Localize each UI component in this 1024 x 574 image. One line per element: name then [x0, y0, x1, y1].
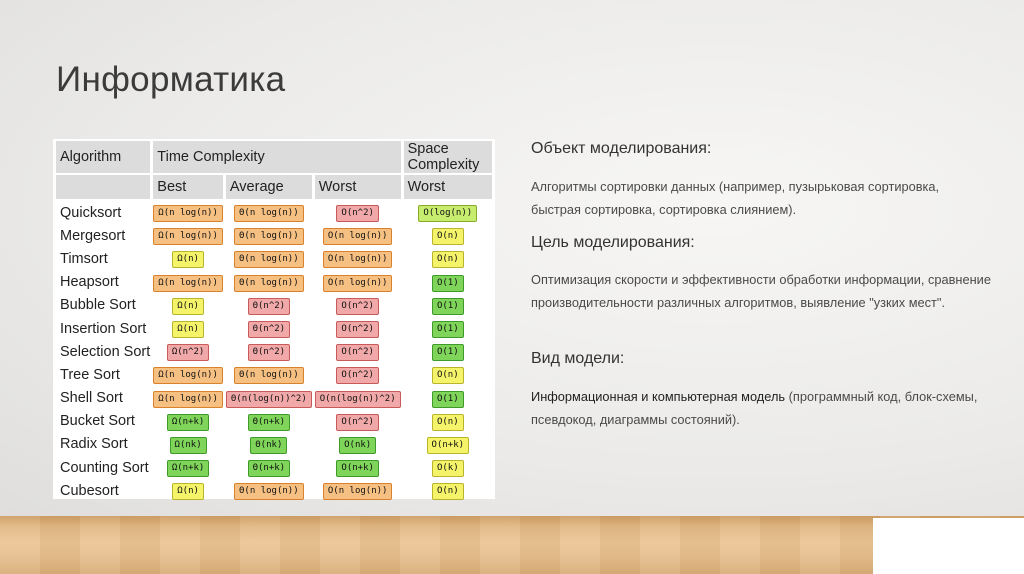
table-row	[56, 410, 492, 433]
heading-object: Объект моделирования:	[531, 140, 712, 157]
table-row	[56, 433, 492, 456]
table-row	[56, 387, 492, 410]
complexity-cell	[404, 271, 492, 294]
complexity-cell	[153, 410, 223, 433]
complexity-badge: Ω(n log(n))	[153, 391, 223, 408]
complexity-cell	[153, 201, 223, 224]
complexity-badge: Ω(n)	[172, 251, 204, 268]
complexity-badge: Ω(n)	[172, 298, 204, 315]
complexity-badge: O(n^2)	[336, 321, 379, 338]
model-type-strong: Информационная и компьютерная модель	[531, 389, 786, 404]
complexity-cell	[404, 340, 492, 363]
complexity-badge: O(n)	[432, 228, 464, 245]
algorithm-name: Bucket Sort	[60, 413, 135, 430]
complexity-badge: Ω(n+k)	[167, 460, 210, 477]
complexity-cell	[315, 201, 401, 224]
complexity-cell	[226, 479, 312, 502]
table-row	[56, 317, 492, 340]
complexity-badge: O(1)	[432, 298, 464, 315]
algorithm-name: Shell Sort	[60, 390, 123, 407]
complexity-table-image	[53, 139, 495, 499]
complexity-cell	[153, 433, 223, 456]
model-type-rest: (программный код, блок-схемы, псевдокод, диаграммы состояний).	[531, 389, 978, 427]
complexity-cell	[404, 363, 492, 386]
algorithm-name: Mergesort	[60, 227, 126, 244]
complexity-badge: O(n^2)	[336, 205, 379, 222]
complexity-badge: O(n)	[432, 483, 464, 500]
complexity-cell	[315, 271, 401, 294]
algorithm-name: Counting Sort	[60, 459, 149, 476]
table-row	[56, 271, 492, 294]
complexity-badge: Ω(n log(n))	[153, 367, 223, 384]
complexity-badge: Θ(n log(n))	[234, 275, 304, 292]
complexity-cell	[153, 363, 223, 386]
table-row	[56, 479, 492, 502]
complexity-badge: Ω(n log(n))	[153, 205, 223, 222]
complexity-cell	[315, 340, 401, 363]
white-corner-box	[873, 518, 1024, 574]
complexity-cell	[315, 363, 401, 386]
complexity-badge: O(1)	[432, 391, 464, 408]
header-best: Best	[153, 175, 223, 201]
complexity-badge: Ω(n^2)	[167, 344, 210, 361]
algorithm-name: Heapsort	[60, 274, 119, 291]
complexity-badge: Θ(n^2)	[248, 344, 291, 361]
complexity-badge: O(n)	[432, 414, 464, 431]
complexity-badge: O(1)	[432, 344, 464, 361]
header-space-worst: Worst	[404, 175, 492, 201]
header-worst: Worst	[315, 175, 401, 201]
complexity-badge: O(n log(n))	[323, 483, 393, 500]
algorithm-name: Cubesort	[60, 482, 119, 499]
complexity-cell	[226, 247, 312, 270]
header-average: Average	[226, 175, 312, 201]
complexity-badge: Θ(n+k)	[248, 460, 291, 477]
algorithm-name: Quicksort	[60, 204, 122, 221]
slide-title: Информатика	[56, 60, 286, 99]
wood-floor-strip	[0, 516, 1024, 574]
complexity-cell	[226, 271, 312, 294]
table-row	[56, 340, 492, 363]
complexity-cell	[153, 271, 223, 294]
header-time-complexity: Time Complexity	[153, 141, 400, 175]
complexity-cell	[153, 317, 223, 340]
complexity-badge: Θ(n^2)	[248, 298, 291, 315]
complexity-cell	[315, 317, 401, 340]
complexity-cell	[226, 456, 312, 479]
complexity-cell	[153, 456, 223, 479]
paragraph-model-type	[531, 385, 991, 431]
complexity-badge: O(1)	[432, 321, 464, 338]
complexity-badge: O(n log(n))	[323, 228, 393, 245]
complexity-badge: Θ(n+k)	[248, 414, 291, 431]
complexity-badge: O(1)	[432, 275, 464, 292]
complexity-badge: O(n log(n))	[323, 275, 393, 292]
algorithm-name: Bubble Sort	[60, 297, 136, 314]
complexity-cell	[404, 433, 492, 456]
complexity-cell	[315, 387, 401, 410]
complexity-badge: O(n log(n))	[323, 251, 393, 268]
header-space-complexity: Space Complexity	[404, 141, 492, 175]
complexity-badge: Θ(n log(n))	[234, 251, 304, 268]
complexity-badge: O(nk)	[339, 437, 376, 454]
complexity-badge: Θ(nk)	[250, 437, 287, 454]
complexity-cell	[315, 456, 401, 479]
algorithm-name: Timsort	[60, 250, 108, 267]
complexity-cell	[153, 479, 223, 502]
complexity-badge: Θ(n log(n))	[234, 228, 304, 245]
complexity-cell	[404, 456, 492, 479]
complexity-badge: Ω(n log(n))	[153, 275, 223, 292]
complexity-cell	[226, 294, 312, 317]
heading-model-type: Вид модели:	[531, 350, 625, 367]
complexity-badge: O(n(log(n))^2)	[315, 391, 401, 408]
complexity-badge: O(k)	[432, 460, 464, 477]
complexity-badge: Ω(n)	[172, 483, 204, 500]
complexity-cell	[226, 387, 312, 410]
complexity-cell	[404, 201, 492, 224]
heading-goal: Цель моделирования:	[531, 234, 695, 251]
complexity-cell	[404, 387, 492, 410]
complexity-cell	[153, 247, 223, 270]
complexity-cell	[315, 247, 401, 270]
complexity-badge: Θ(n log(n))	[234, 483, 304, 500]
complexity-badge: Θ(n(log(n))^2)	[226, 391, 312, 408]
complexity-badge: O(n)	[432, 251, 464, 268]
complexity-badge: Θ(n^2)	[248, 321, 291, 338]
complexity-cell	[404, 479, 492, 502]
complexity-cell	[404, 317, 492, 340]
complexity-cell	[315, 479, 401, 502]
complexity-cell	[226, 410, 312, 433]
complexity-badge: Ω(n log(n))	[153, 228, 223, 245]
table-subheader-row	[56, 175, 492, 201]
complexity-cell	[404, 410, 492, 433]
complexity-cell	[315, 410, 401, 433]
header-empty	[56, 175, 150, 201]
table-header-row	[56, 141, 492, 175]
table-row	[56, 294, 492, 317]
complexity-badge: O(n+k)	[427, 437, 470, 454]
algorithm-name: Selection Sort	[60, 343, 151, 360]
algorithm-name: Insertion Sort	[60, 320, 147, 337]
complexity-cell	[226, 340, 312, 363]
complexity-cell	[404, 294, 492, 317]
complexity-badge: O(n^2)	[336, 367, 379, 384]
complexity-cell	[315, 294, 401, 317]
complexity-cell	[404, 224, 492, 247]
complexity-badge: Ω(n)	[172, 321, 204, 338]
complexity-table	[53, 141, 495, 502]
paragraph-object: Алгоритмы сортировки данных (например, пузырьковая сортировка, быстрая сортировка, сортировка слиянием).	[531, 179, 940, 217]
complexity-cell	[226, 224, 312, 247]
complexity-cell	[153, 224, 223, 247]
algorithm-name: Tree Sort	[60, 366, 120, 383]
table-row	[56, 224, 492, 247]
complexity-badge: O(n)	[432, 367, 464, 384]
complexity-cell	[315, 433, 401, 456]
complexity-badge: O(n^2)	[336, 414, 379, 431]
complexity-cell	[226, 317, 312, 340]
complexity-badge: Ω(n+k)	[167, 414, 210, 431]
paragraph-goal: Оптимизация скорости и эффективности обработки информации, сравнение производительности различных алгоритмов, выявление "узких мест".	[531, 272, 991, 310]
complexity-badge: O(n^2)	[336, 344, 379, 361]
complexity-badge: O(n+k)	[336, 460, 379, 477]
table-row	[56, 247, 492, 270]
complexity-cell	[226, 433, 312, 456]
complexity-badge: Θ(n log(n))	[234, 367, 304, 384]
complexity-cell	[315, 224, 401, 247]
table-row	[56, 363, 492, 386]
complexity-badge: Θ(n log(n))	[234, 205, 304, 222]
table-row	[56, 456, 492, 479]
complexity-badge: O(log(n))	[418, 205, 477, 222]
complexity-cell	[404, 247, 492, 270]
complexity-badge: Ω(nk)	[170, 437, 207, 454]
algorithm-name: Radix Sort	[60, 436, 128, 453]
complexity-cell	[153, 340, 223, 363]
complexity-cell	[153, 294, 223, 317]
complexity-cell	[226, 363, 312, 386]
complexity-cell	[153, 387, 223, 410]
table-row	[56, 201, 492, 224]
table-body	[56, 201, 492, 502]
complexity-cell	[226, 201, 312, 224]
header-algorithm: Algorithm	[56, 141, 150, 175]
complexity-badge: O(n^2)	[336, 298, 379, 315]
